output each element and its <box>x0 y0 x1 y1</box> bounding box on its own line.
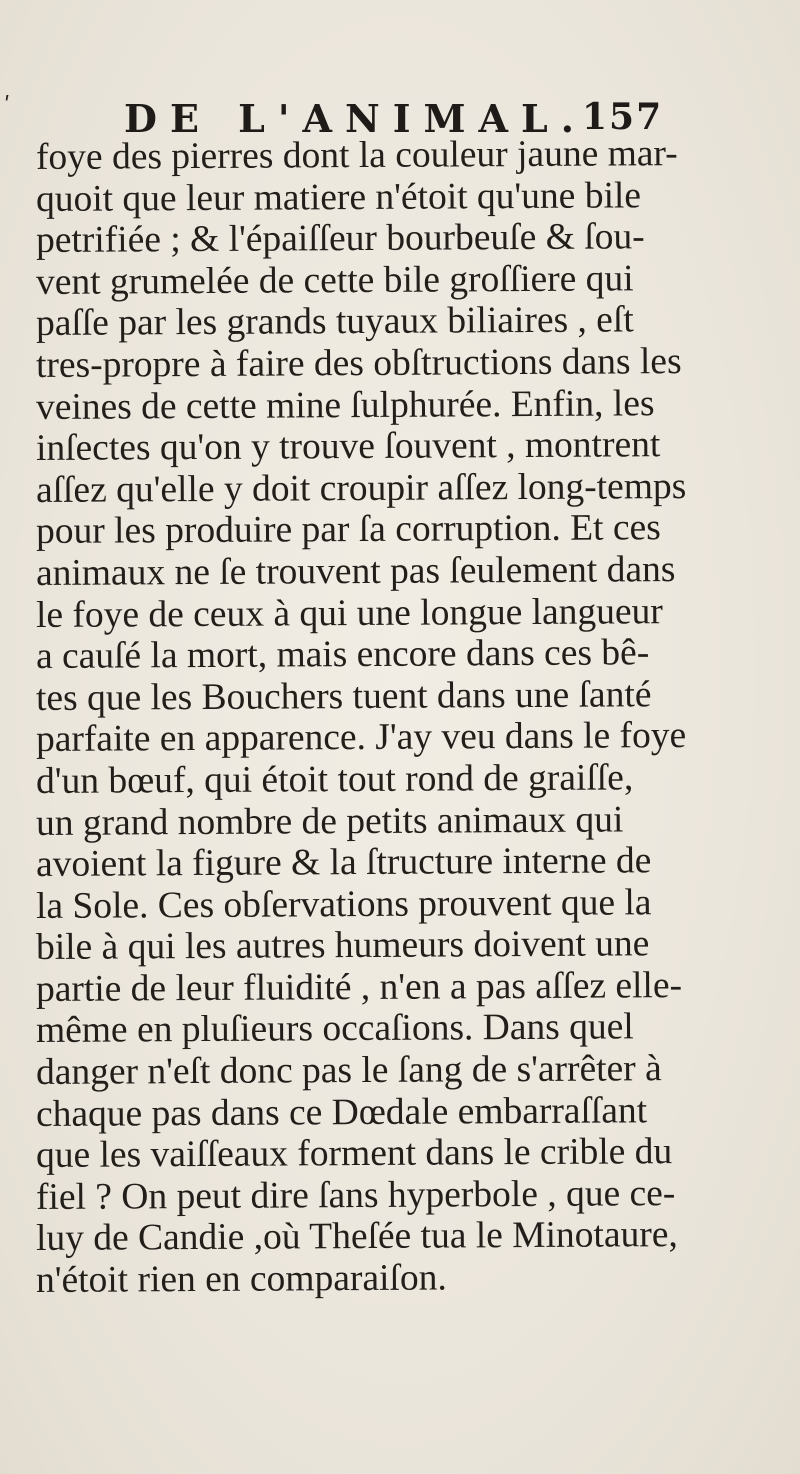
text-line: a cauſé la mort, mais encore dans ces bê- <box>35 632 650 678</box>
page-number: 157 <box>582 96 664 138</box>
running-head: DE L'ANIMAL. <box>124 96 587 141</box>
text-line: d'un bœuf, qui étoit tout rond de graiſſe, <box>35 757 634 802</box>
text-line: que les vaiſſeaux forment dans le crible du <box>35 1131 673 1177</box>
margin-mark: ʹ <box>4 94 11 119</box>
text-line: parfaite en apparence. J'ay veu dans le foye <box>35 715 687 761</box>
text-line: la Sole. Ces obſervations prouvent que la <box>35 881 652 927</box>
text-line: chaque pas dans ce Dœdale embarraſſant <box>35 1089 648 1135</box>
text-line: veines de cette mine ſulphurée. Enfin, les <box>35 382 655 428</box>
text-line: tres-propre à faire des obſtructions dans les <box>35 341 682 386</box>
body-text <box>35 133 687 1302</box>
text-line: même en pluſieurs occaſions. Dans quel <box>35 1006 634 1052</box>
text-line: partie de leur fluidité , n'en a pas aſſez elle- <box>35 964 683 1010</box>
text-line: paſſe par les grands tuyaux biliaires , eſt <box>35 299 634 345</box>
text-line: n'étoit rien en comparaiſon. <box>35 1257 447 1302</box>
text-line: tes que les Bouchers tuent dans une ſanté <box>35 673 652 719</box>
text-line: le foye de ceux à qui une longue langueur <box>35 590 663 636</box>
text-line: inſectes qu'on y trouve ſouvent , montrent <box>35 424 661 470</box>
text-line: pour les produire par ſa corruption. Et ces <box>35 507 661 553</box>
text-line: foye des pierres dont la couleur jaune mar- <box>35 133 678 178</box>
text-line: un grand nombre de petits animaux qui <box>35 798 624 844</box>
text-line: luy de Candie ,où Theſée tua le Minotaure, <box>35 1214 678 1260</box>
text-line: quoit que leur matiere n'étoit qu'une bile <box>35 174 642 220</box>
text-line: petrifiée ; & l'épaiſſeur bourbeuſe & ſou- <box>35 216 645 262</box>
text-line: fiel ? On peut dire ſans hyperbole , que ce- <box>35 1172 676 1218</box>
text-line: vent grumelée de cette bile groſſiere qui <box>35 258 634 303</box>
text-line: animaux ne ſe trouvent pas ſeulement dans <box>35 549 676 594</box>
text-line: avoient la figure & la ſtructure interne de <box>35 840 652 886</box>
text-line: danger n'eſt donc pas le ſang de s'arrêter à <box>35 1048 662 1094</box>
text-line: aſſez qu'elle y doit croupir aſſez long-temps <box>35 465 687 511</box>
text-line: bile à qui les autres humeurs doivent une <box>35 923 650 969</box>
